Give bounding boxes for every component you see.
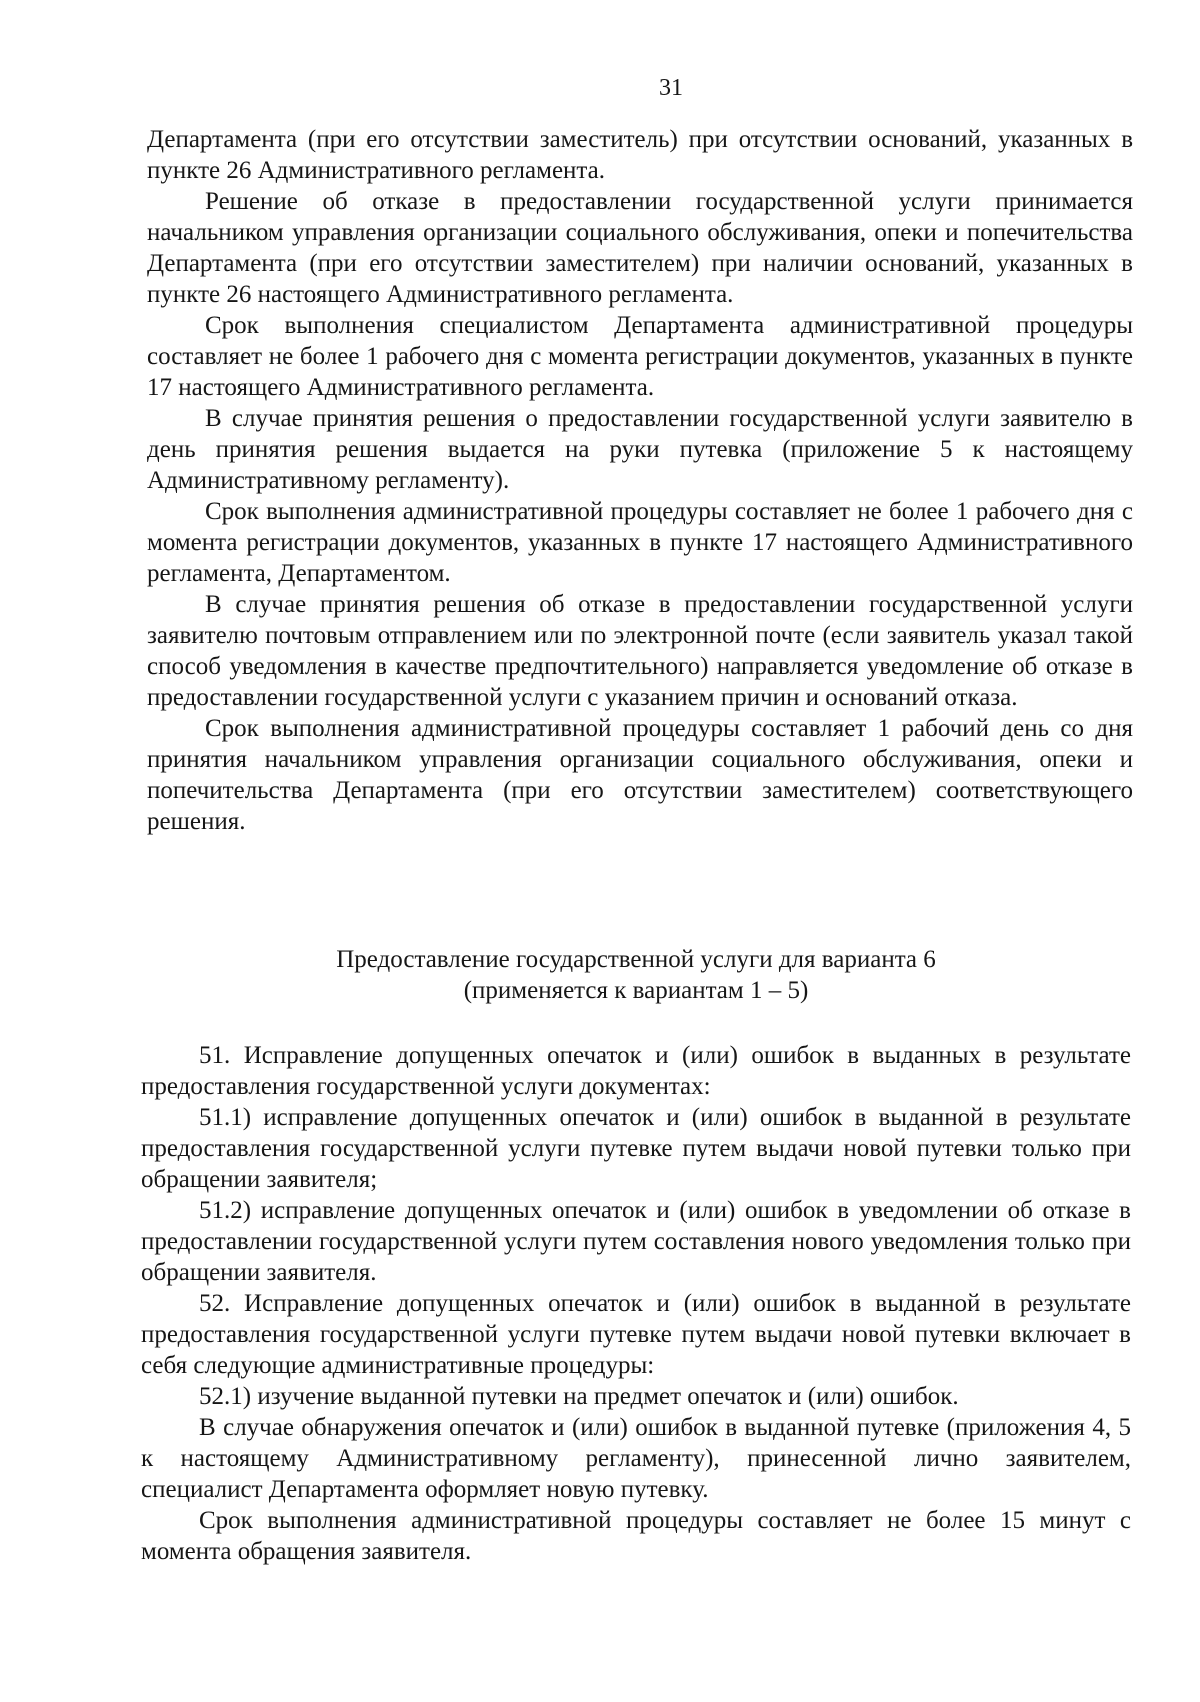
paragraph-item-52: 52. Исправление допущенных опечаток и (или) ошибок в выданной в результате предоставления государственной услуги путевке путем выдачи новой путевки включает в себя следующие административные процедуры:	[141, 1290, 1131, 1379]
paragraph: В случае принятия решения об отказе в предоставлении государственной услуги заявителю почтовым отправлением или по электронной почте (если заявитель указал такой способ уведомления в качестве предпочтительного) направляется уведомление об отказе в предоставлении государственной услуги с указанием причин и оснований отказа.	[147, 591, 1133, 711]
paragraph-item-52-1: 52.1) изучение выданной путевки на предмет опечаток и (или) ошибок.	[199, 1383, 959, 1410]
text-block-procedures	[147, 124, 1133, 837]
paragraph: Срок выполнения административной процедуры составляет не более 1 рабочего дня с момента регистрации документов, указанных в пункте 17 настоящего Административного регламента, Департаментом.	[147, 498, 1133, 587]
section-heading-subline: (применяется к вариантам 1 – 5)	[463, 977, 809, 1004]
paragraph: Срок выполнения административной процедуры составляет 1 рабочий день со дня принятия начальником управления организации социального обслуживания, опеки и попечительства Департамента (при его отсутствии заместителем) соответствующего решения.	[147, 715, 1133, 835]
paragraph-item-51-1: 51.1) исправление допущенных опечаток и (или) ошибок в выданной в результате предоставления государственной услуги путевке путем выдачи новой путевки только при обращении заявителя;	[141, 1104, 1131, 1193]
text-block-corrections	[141, 1040, 1131, 1567]
page-number: 31	[659, 75, 683, 101]
section-heading	[0, 944, 1200, 1006]
paragraph: В случае принятия решения о предоставлении государственной услуги заявителю в день принятия решения выдается на руки путевка (приложение 5 к настоящему Административному регламенту).	[147, 405, 1133, 494]
paragraph-item-51: 51. Исправление допущенных опечаток и (или) ошибок в выданных в результате предоставления государственной услуги документах:	[141, 1042, 1131, 1100]
paragraph: Срок выполнения административной процедуры составляет не более 15 минут с момента обращения заявителя.	[141, 1507, 1131, 1565]
paragraph: Департамента (при его отсутствии заместитель) при отсутствии оснований, указанных в пункте 26 Административного регламента.	[147, 126, 1133, 184]
paragraph-item-51-2: 51.2) исправление допущенных опечаток и (или) ошибок в уведомлении об отказе в предоставлении государственной услуги путем составления нового уведомления только при обращении заявителя.	[141, 1197, 1131, 1286]
section-heading-line: Предоставление государственной услуги для варианта 6	[336, 946, 936, 973]
paragraph: В случае обнаружения опечаток и (или) ошибок в выданной путевке (приложения 4, 5 к настоящему Административному регламенту), принесенной лично заявителем, специалист Департамента оформляет новую путевку.	[141, 1414, 1131, 1503]
paragraph: Срок выполнения специалистом Департамента административной процедуры составляет не более 1 рабочего дня с момента регистрации документов, указанных в пункте 17 настоящего Административного регламента.	[147, 312, 1133, 401]
paragraph: Решение об отказе в предоставлении государственной услуги принимается начальником управления организации социального обслуживания, опеки и попечительства Департамента (при его отсутствии заместителем) при наличии оснований, указанных в пункте 26 настоящего Административного регламента.	[147, 188, 1133, 308]
